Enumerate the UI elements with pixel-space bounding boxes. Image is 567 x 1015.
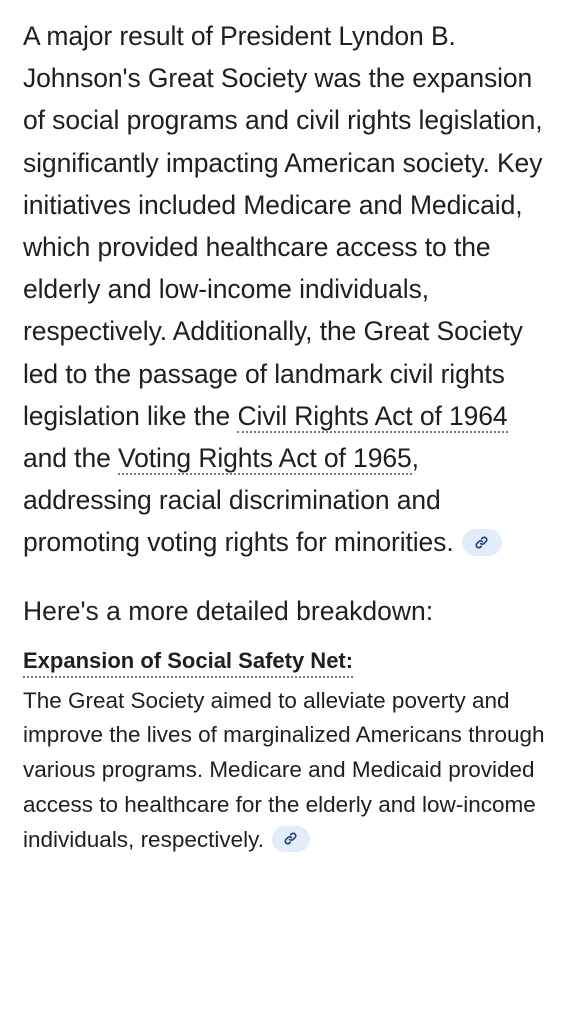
main-paragraph: [23, 15, 545, 564]
section-heading-social-safety-net[interactable]: Expansion of Social Safety Net:: [23, 646, 353, 678]
link-icon: [474, 535, 489, 550]
section-body-text: The Great Society aimed to alleviate poverty and improve the lives of marginalized Americans through various programs. Medicare and Medicaid provided access to healthcare for the elderly and low-income individuals, respectively.: [23, 687, 545, 852]
answer-content: [0, 15, 567, 858]
voting-rights-act-link[interactable]: Voting Rights Act of 1965: [117, 443, 412, 474]
main-paragraph-text-2: and the: [23, 443, 118, 474]
main-paragraph-text-3: , addressing racial discrimination and promoting voting rights for minorities.: [23, 443, 454, 558]
citation-chip-1[interactable]: [462, 529, 502, 556]
link-icon: [283, 831, 298, 846]
section-body: [23, 684, 545, 858]
breakdown-lead: Here's a more detailed breakdown:: [23, 595, 434, 626]
main-paragraph-text-1: A major result of President Lyndon B. Johnson's Great Society was the expansion of social programs and civil rights legislation, significantly impacting American society. Key initiatives included Medicare and Medicaid, which provided healthcare access to the elderly and low-income individuals, respectively. Additionally, the Great Society led to the passage of landmark civil rights legislation like the: [23, 21, 543, 431]
civil-rights-act-link[interactable]: Civil Rights Act of 1964: [237, 400, 508, 431]
citation-chip-2[interactable]: [272, 826, 310, 852]
